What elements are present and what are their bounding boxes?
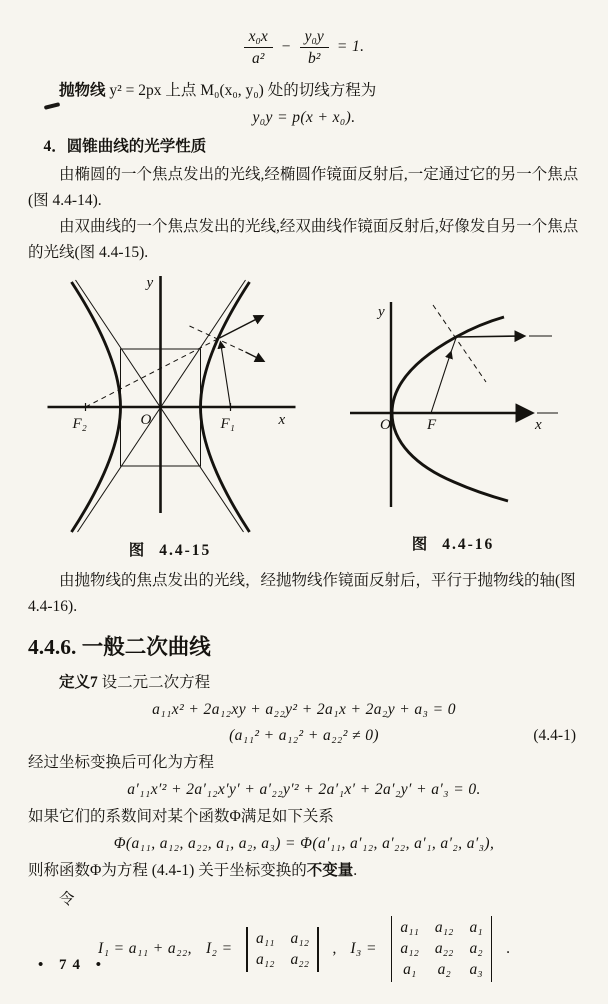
parabola-tangent-eq: y₀y = p(x + x₀). [252, 109, 356, 126]
general-quadratic-equation: a₁₁x² + 2a₁₂xy + a₂₂y² + 2a₁x + 2a₂y + a₃ = 0 [152, 701, 456, 718]
invariant-term: 不变量 [306, 862, 354, 879]
det3-cell: a₁₁ [400, 919, 419, 936]
det3-cell: a₁₂ [434, 919, 454, 936]
det3-cell: a₁₂ [400, 940, 419, 957]
equation-rhs: = 1. [336, 38, 365, 55]
parabola-reflection-diagram [328, 282, 578, 530]
fraction-2-denominator: b² [308, 49, 321, 67]
parabola-lower-branch [392, 413, 508, 501]
figure-15-caption [129, 538, 212, 560]
y-axis-label: y [378, 304, 385, 320]
ellipse-optics-paragraph: 由椭圆的一个焦点发出的光线,经椭圆作镜面反射后,一定通过它的另一个焦点(图 4.4-14). [28, 166, 579, 209]
caption-prefix: 图 [411, 536, 429, 553]
parabola-upper-branch [392, 317, 504, 413]
y-axis-label: y [146, 275, 154, 291]
det2-cell: a₂₂ [290, 950, 309, 968]
i2-lhs: I₂ = [205, 940, 233, 957]
det2-cells [248, 927, 317, 972]
parabola-intro-text: y² = 2px 上点 M₀(x₀, y₀) 处的切线方程为 [105, 82, 377, 99]
optics-heading: 4．圆锥曲线的光学性质 [43, 138, 207, 155]
hyperbola-tangent-equation [28, 24, 580, 70]
incident-ray-from-f1 [221, 342, 231, 407]
det3-cell: a₂₂ [434, 940, 454, 957]
normal-line [190, 326, 246, 352]
virtual-ray-from-f2 [86, 338, 220, 407]
parabola-tangent-paragraph [28, 78, 580, 104]
minus-operator: − [280, 38, 292, 55]
definition-text: 设二元二次方程 [97, 674, 211, 691]
det-right-bar [491, 916, 493, 982]
parabola-term: 抛物线 [59, 82, 106, 99]
determinant-2x2 [246, 927, 318, 972]
i1-definition: I₁ = a₁₁ + a₂₂, [98, 940, 192, 957]
caption-prefix: 图 [128, 542, 146, 559]
incident-ray-from-f [431, 352, 451, 413]
det3-cell: a₂ [437, 961, 451, 978]
fraction-2-numerator: y₀y [300, 27, 329, 48]
det3-cell: a₁ [469, 919, 483, 936]
invariant-text-pre: 则称函数Φ为方程 (4.4-1) 关于坐标变换的 [28, 862, 307, 879]
det2-cell: a₁₁ [255, 929, 275, 947]
det2-cell: a₁₂ [290, 929, 309, 947]
focus-f2-label: F₂ [72, 416, 87, 432]
determinant-3x3 [391, 916, 492, 982]
invariant-text-post: . [353, 862, 358, 879]
transform-paragraph: 经过坐标变换后可化为方程 [28, 754, 215, 771]
invariant-paragraph [28, 858, 580, 884]
equation-number: (4.4-1) [533, 727, 576, 744]
det-right-bar [317, 927, 319, 972]
figures-row [28, 266, 580, 560]
figure-4-4-16 [328, 282, 578, 554]
section-heading: 4.4.6. 一般二次曲线 [28, 635, 211, 659]
invariants-equation [28, 916, 580, 982]
equation-period: . [506, 940, 510, 957]
normal-line [433, 305, 486, 382]
i2-separator: , [332, 940, 337, 957]
focus-f1-label: F₁ [220, 416, 235, 432]
det3-cell: a₃ [469, 961, 483, 978]
fraction-1 [244, 27, 273, 68]
det2-cell: a₁₂ [255, 950, 275, 968]
hyperbola-optics-paragraph: 由双曲线的一个焦点发出的光线,经双曲线作镜面反射后,好像发自另一个焦点的光线(图 4.4-15). [28, 218, 579, 261]
fraction-2 [300, 27, 329, 68]
transformed-equation: a′₁₁x′² + 2a′₁₂x′y′ + a′₂₂y′² + 2a′₁x′ + 2a′₂y′ + a′₃ = 0. [127, 781, 481, 798]
i3-lhs: I₃ = [350, 940, 377, 957]
definition-label: 定义7 [59, 674, 98, 691]
det3-cell: a₁ [403, 961, 417, 978]
x-axis-label: x [535, 417, 542, 433]
x-axis-label: x [278, 412, 286, 428]
phi-paragraph: 如果它们的系数间对某个函数Φ满足如下关系 [28, 808, 334, 825]
focus-f-label: F [427, 417, 437, 433]
figure-4-4-15 [34, 270, 306, 560]
hyperbola-reflection-diagram [34, 270, 306, 536]
definition-paragraph [28, 670, 580, 696]
fraction-1-numerator: x₀x [244, 27, 273, 48]
page-number: • 74 • [38, 957, 108, 973]
figure-16-caption [412, 532, 495, 554]
origin-label: O [140, 412, 152, 428]
fraction-1-denominator: a² [252, 49, 265, 67]
caption-number: 4.4-15 [159, 542, 212, 559]
det3-cell: a₂ [469, 940, 483, 957]
origin-label: O [380, 417, 391, 433]
phi-equation: Φ(a₁₁, a₁₂, a₂₂, a₁, a₂, a₃) = Φ(a′₁₁, a′₁₂, a′₂₂, a′₁, a′₂, a′₃), [113, 835, 495, 852]
reflected-ray [456, 336, 524, 337]
coefficient-condition: (a₁₁² + a₁₂² + a₂₂² ≠ 0) [229, 727, 379, 744]
caption-number: 4.4-16 [442, 536, 495, 553]
let-line: 令 [59, 891, 75, 908]
parabola-optics-paragraph: 由抛物线的焦点发出的光线，经抛物线作镜面反射后，平行于抛物线的轴(图 4.4-16). [28, 572, 576, 615]
normal-arrow [246, 352, 264, 361]
det3-cells [392, 916, 490, 982]
